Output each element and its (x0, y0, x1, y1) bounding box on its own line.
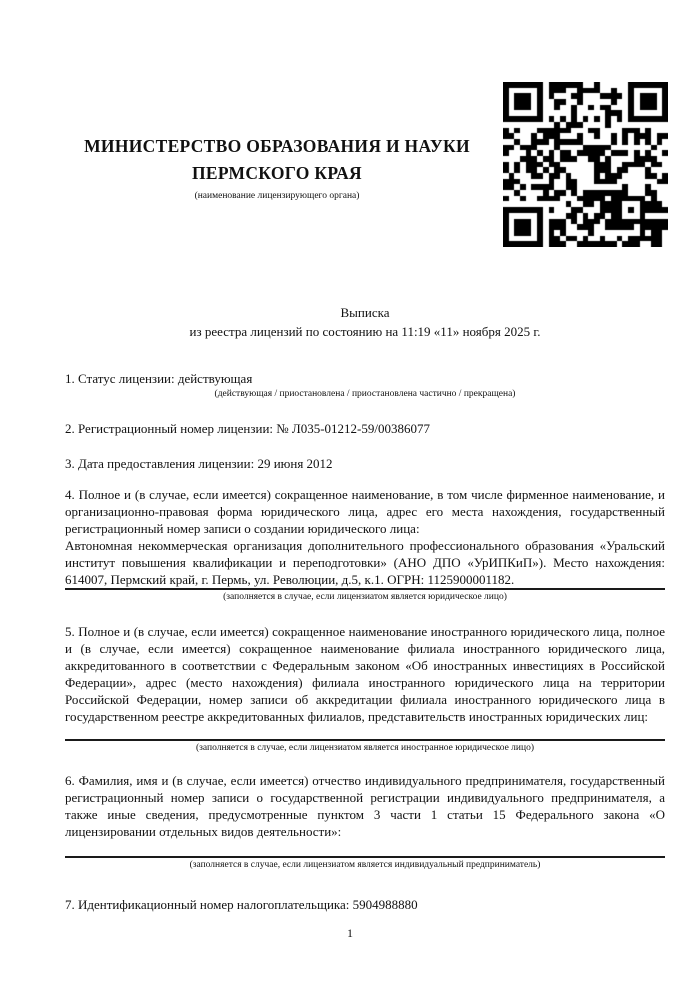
foreign-entity-rule (65, 739, 665, 741)
legal-entity-caption: (заполняется в случае, если лицензиатом является юридическое лицо) (223, 592, 507, 602)
foreign-entity-caption: (заполняется в случае, если лицензиатом является иностранное юридическое лицо) (196, 743, 534, 753)
legal-entity-clause: 4. Полное и (в случае, если имеется) сокращенное наименование, в том числе фирменное наименование, и организационно-правовая форма юридического лица, адрес его места нахождения, государственный регистрационный номер записи о создании юридического лица: (65, 487, 665, 536)
license-grant-date: 3. Дата предоставления лицензии: 29 июня 2012 (65, 456, 333, 471)
taxpayer-id: 7. Идентификационный номер налогоплательщика: 5904988880 (65, 897, 418, 912)
license-status-options-caption: (действующая / приостановлена / приостановлена частично / прекращена) (214, 389, 516, 399)
registration-number: 2. Регистрационный номер лицензии: № Л035-01212-59/00386077 (65, 421, 431, 436)
document-title: Выписка (340, 305, 390, 320)
individual-entrepreneur-rule (65, 856, 665, 858)
individual-entrepreneur-clause: 6. Фамилия, имя и (в случае, если имеется) отчество индивидуального предпринимателя, государственный регистрационный номер записи о государственной регистрации индивидуального предпринимателя, а также иные сведения, предусмотренные пунктом 3 части 1 статьи 15 Федерального закона «О лицензировании отдельных видов деятельности»: (65, 773, 665, 839)
qr-code-icon (503, 82, 668, 247)
ministry-name-line1: МИНИСТЕРСТВО ОБРАЗОВАНИЯ И НАУКИ (84, 136, 470, 156)
foreign-entity-clause: 5. Полное и (в случае, если имеется) сокращенное наименование иностранного юридического лица, полное и (в случае, если имеется) сокращенное наименование филиала иностранного юридического лица, аккредитованного в соответствии с Федеральным законом «Об иностранных инвестициях в Российской Федерации», адрес (место нахождения) филиала иностранного юридического лица на территории Российской Федерации, номер записи об аккредитации филиала иностранного юридического лица в государственном реестре аккредитованных филиалов, представительств иностранных юридических лиц: (65, 624, 665, 724)
document-subtitle: из реестра лицензий по состоянию на 11:19 «11» ноября 2025 г. (189, 324, 541, 339)
legal-entity-value: Автономная некоммерческая организация дополнительного профессионального образования «Уральский институт повышения квалификации и переподготовки» (АНО ДПО «УрИПКиП»). Место нахождения: 614007, Пермский край, г. Пермь, ул. Революции, д.5, к.1. ОГРН: 1125900001182. (65, 538, 665, 587)
license-status: 1. Статус лицензии: действующая (65, 371, 253, 386)
licensing-authority-caption: (наименование лицензирующего органа) (194, 191, 360, 201)
page-number: 1 (347, 926, 353, 940)
licensing-authority-header (62, 133, 492, 202)
legal-entity-rule (65, 588, 665, 590)
individual-entrepreneur-caption: (заполняется в случае, если лицензиатом является индивидуальный предприниматель) (189, 860, 541, 870)
ministry-name-line2: ПЕРМСКОГО КРАЯ (192, 163, 362, 183)
document-body (65, 303, 665, 913)
